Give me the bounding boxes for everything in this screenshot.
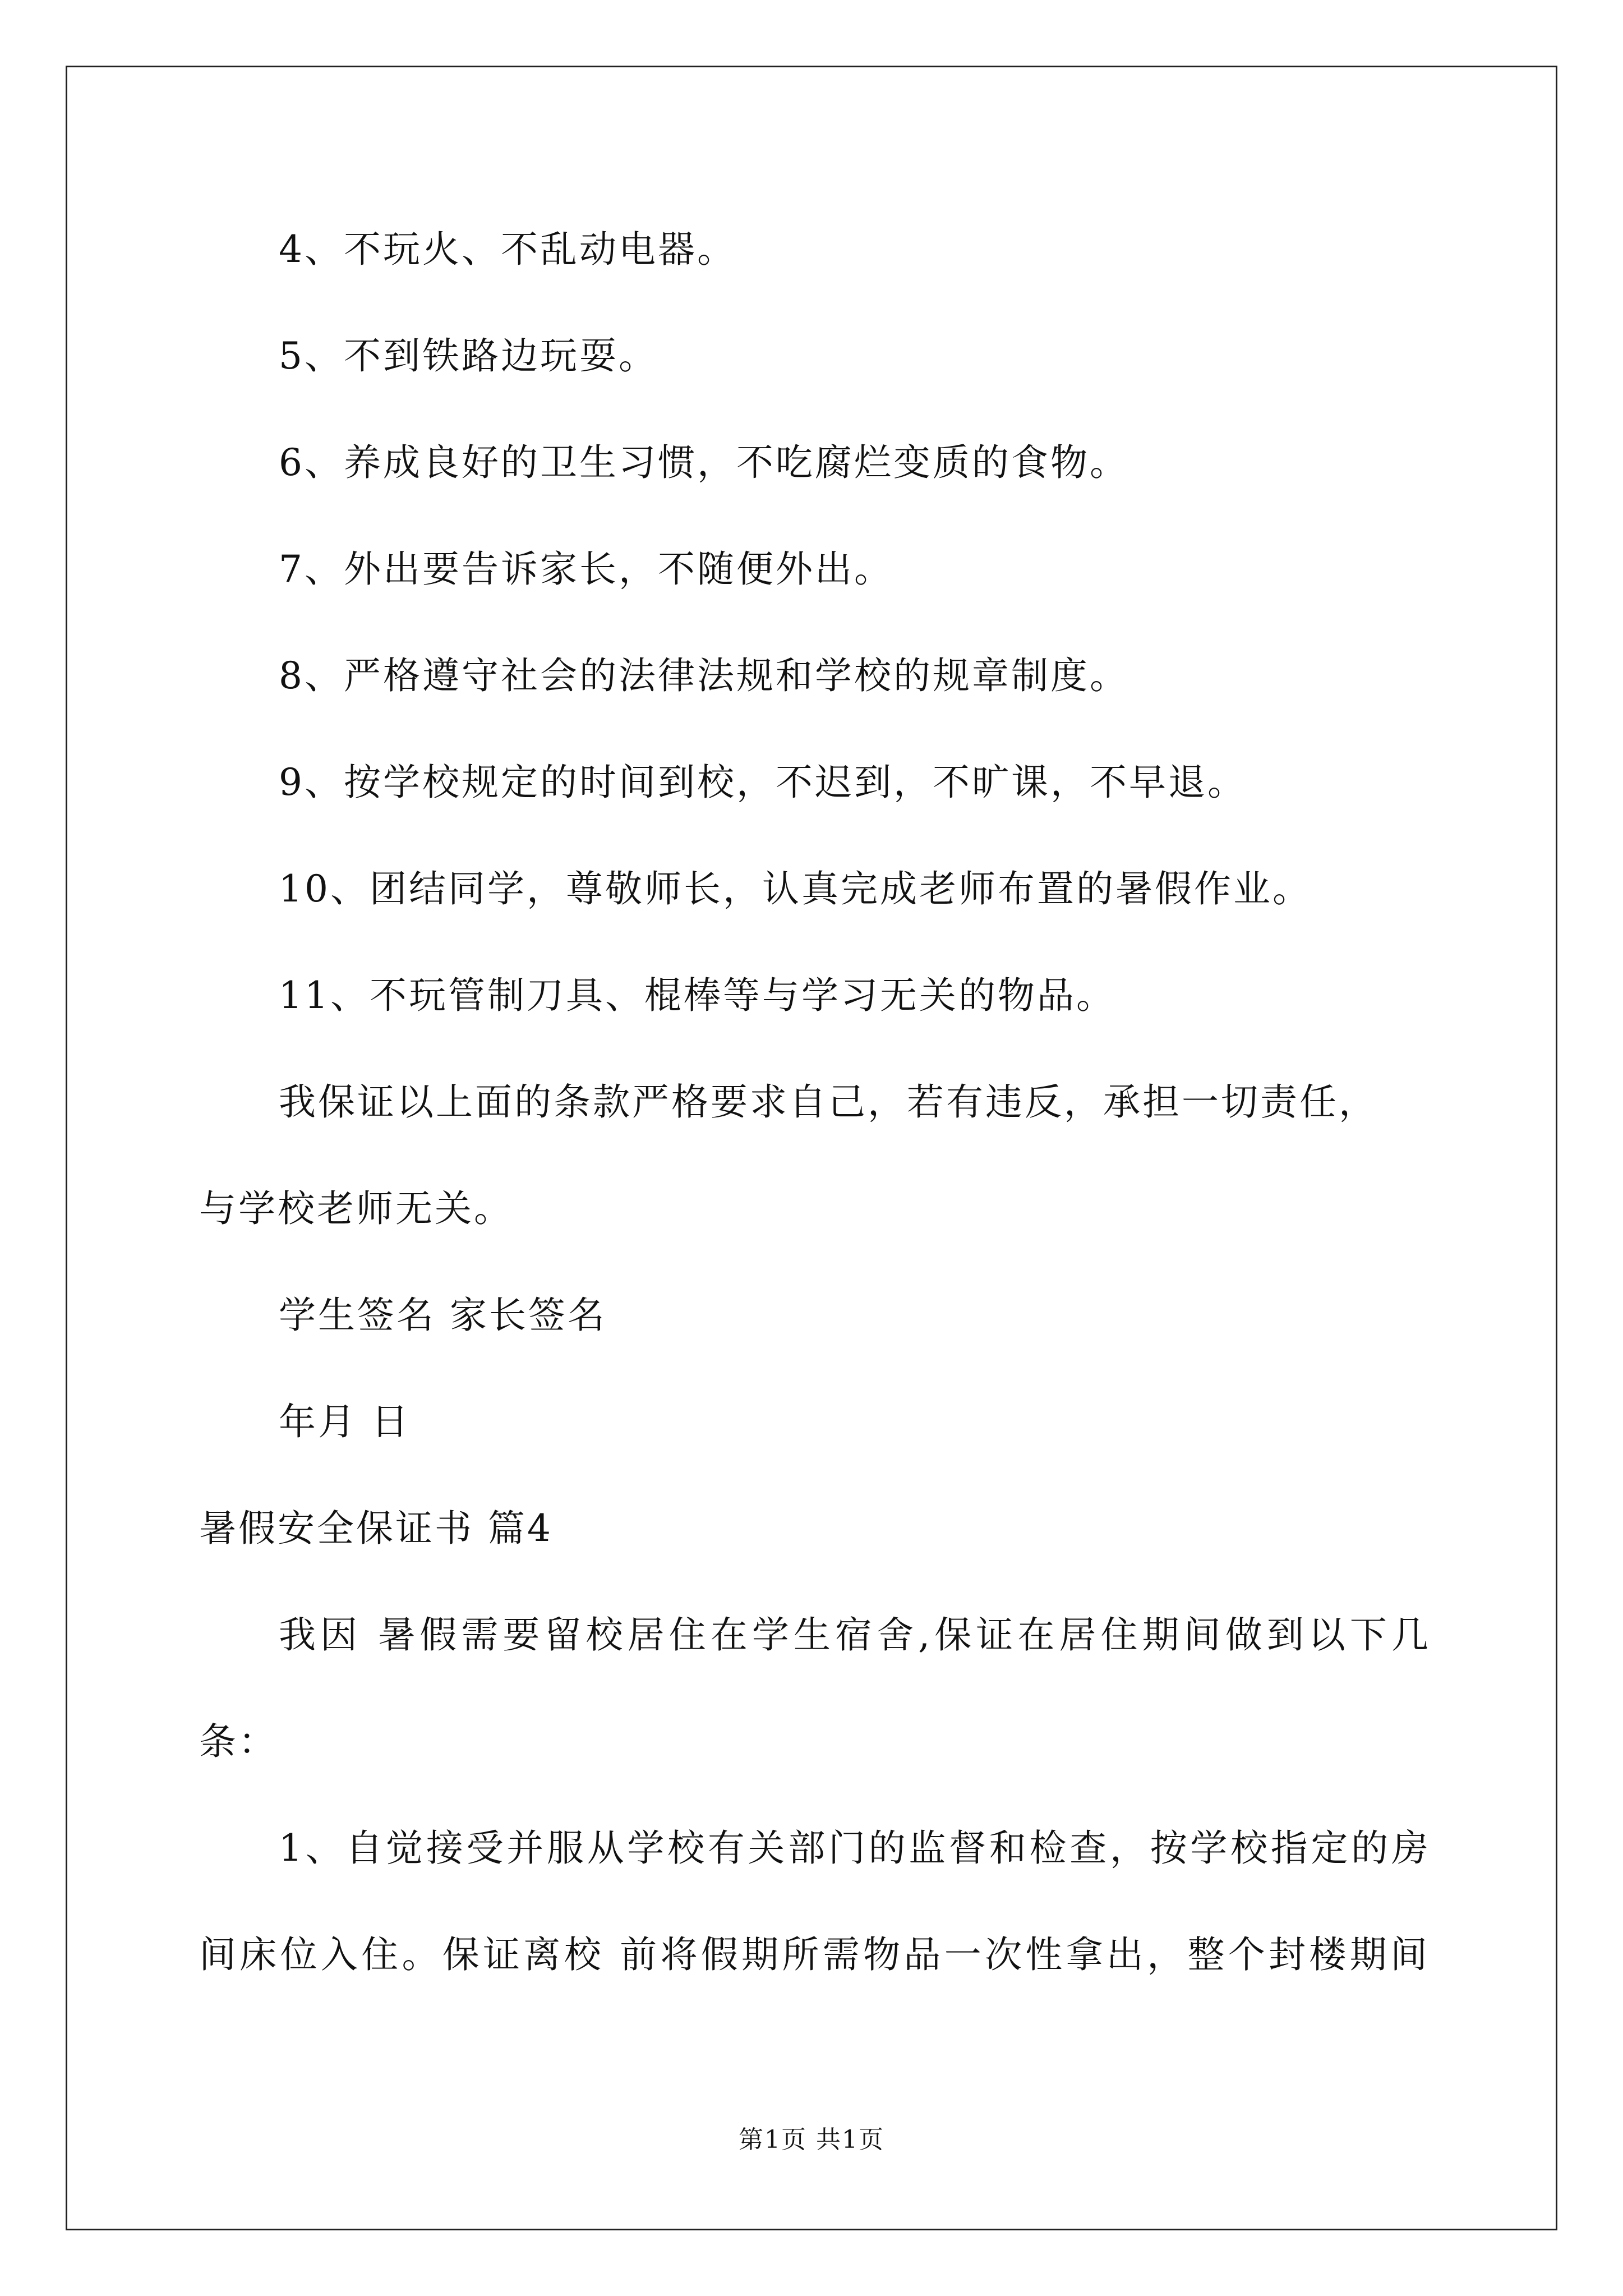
intro-paragraph-line-2: 条： [199,1720,278,1763]
list-item-7: 7、外出要告诉家长，不随便外出。 [279,547,893,591]
page-border [66,66,1557,2230]
signature-labels: 学生签名 家长签名 [279,1294,607,1337]
date-labels: 年月 日 [279,1400,411,1443]
rule-1-line-1: 1、自觉接受并服从学校有关部门的监督和检查，按学校指定的房 [279,1826,1428,1870]
section-heading: 暑假安全保证书 篇4 [199,1507,553,1550]
list-item-11: 11、不玩管制刀具、棍棒等与学习无关的物品。 [279,974,1115,1017]
pledge-paragraph-line-2: 与学校老师无关。 [199,1187,513,1230]
list-item-10: 10、团结同学，尊敬师长，认真完成老师布置的暑假作业。 [279,867,1312,910]
intro-paragraph-line-1: 我因 暑假需要留校居住在学生宿舍,保证在居住期间做到以下几 [279,1613,1428,1657]
list-item-5: 5、不到铁路边玩耍。 [279,334,658,378]
list-item-6: 6、养成良好的卫生习惯，不吃腐烂变质的食物。 [279,441,1129,484]
pledge-paragraph-line-1: 我保证以上面的条款严格要求自己，若有违反，承担一切责任， [279,1080,1378,1124]
list-item-4: 4、不玩火、不乱动电器。 [279,228,736,271]
list-item-8: 8、严格遵守社会的法律法规和学校的规章制度。 [279,654,1129,697]
page-footer: 第1页 共1页 [739,2125,884,2154]
list-item-9: 9、按学校规定的时间到校，不迟到，不旷课，不早退。 [279,761,1247,804]
rule-1-line-2: 间床位入住。保证离校 前将假期所需物品一次性拿出，整个封楼期间 [199,1933,1427,1976]
